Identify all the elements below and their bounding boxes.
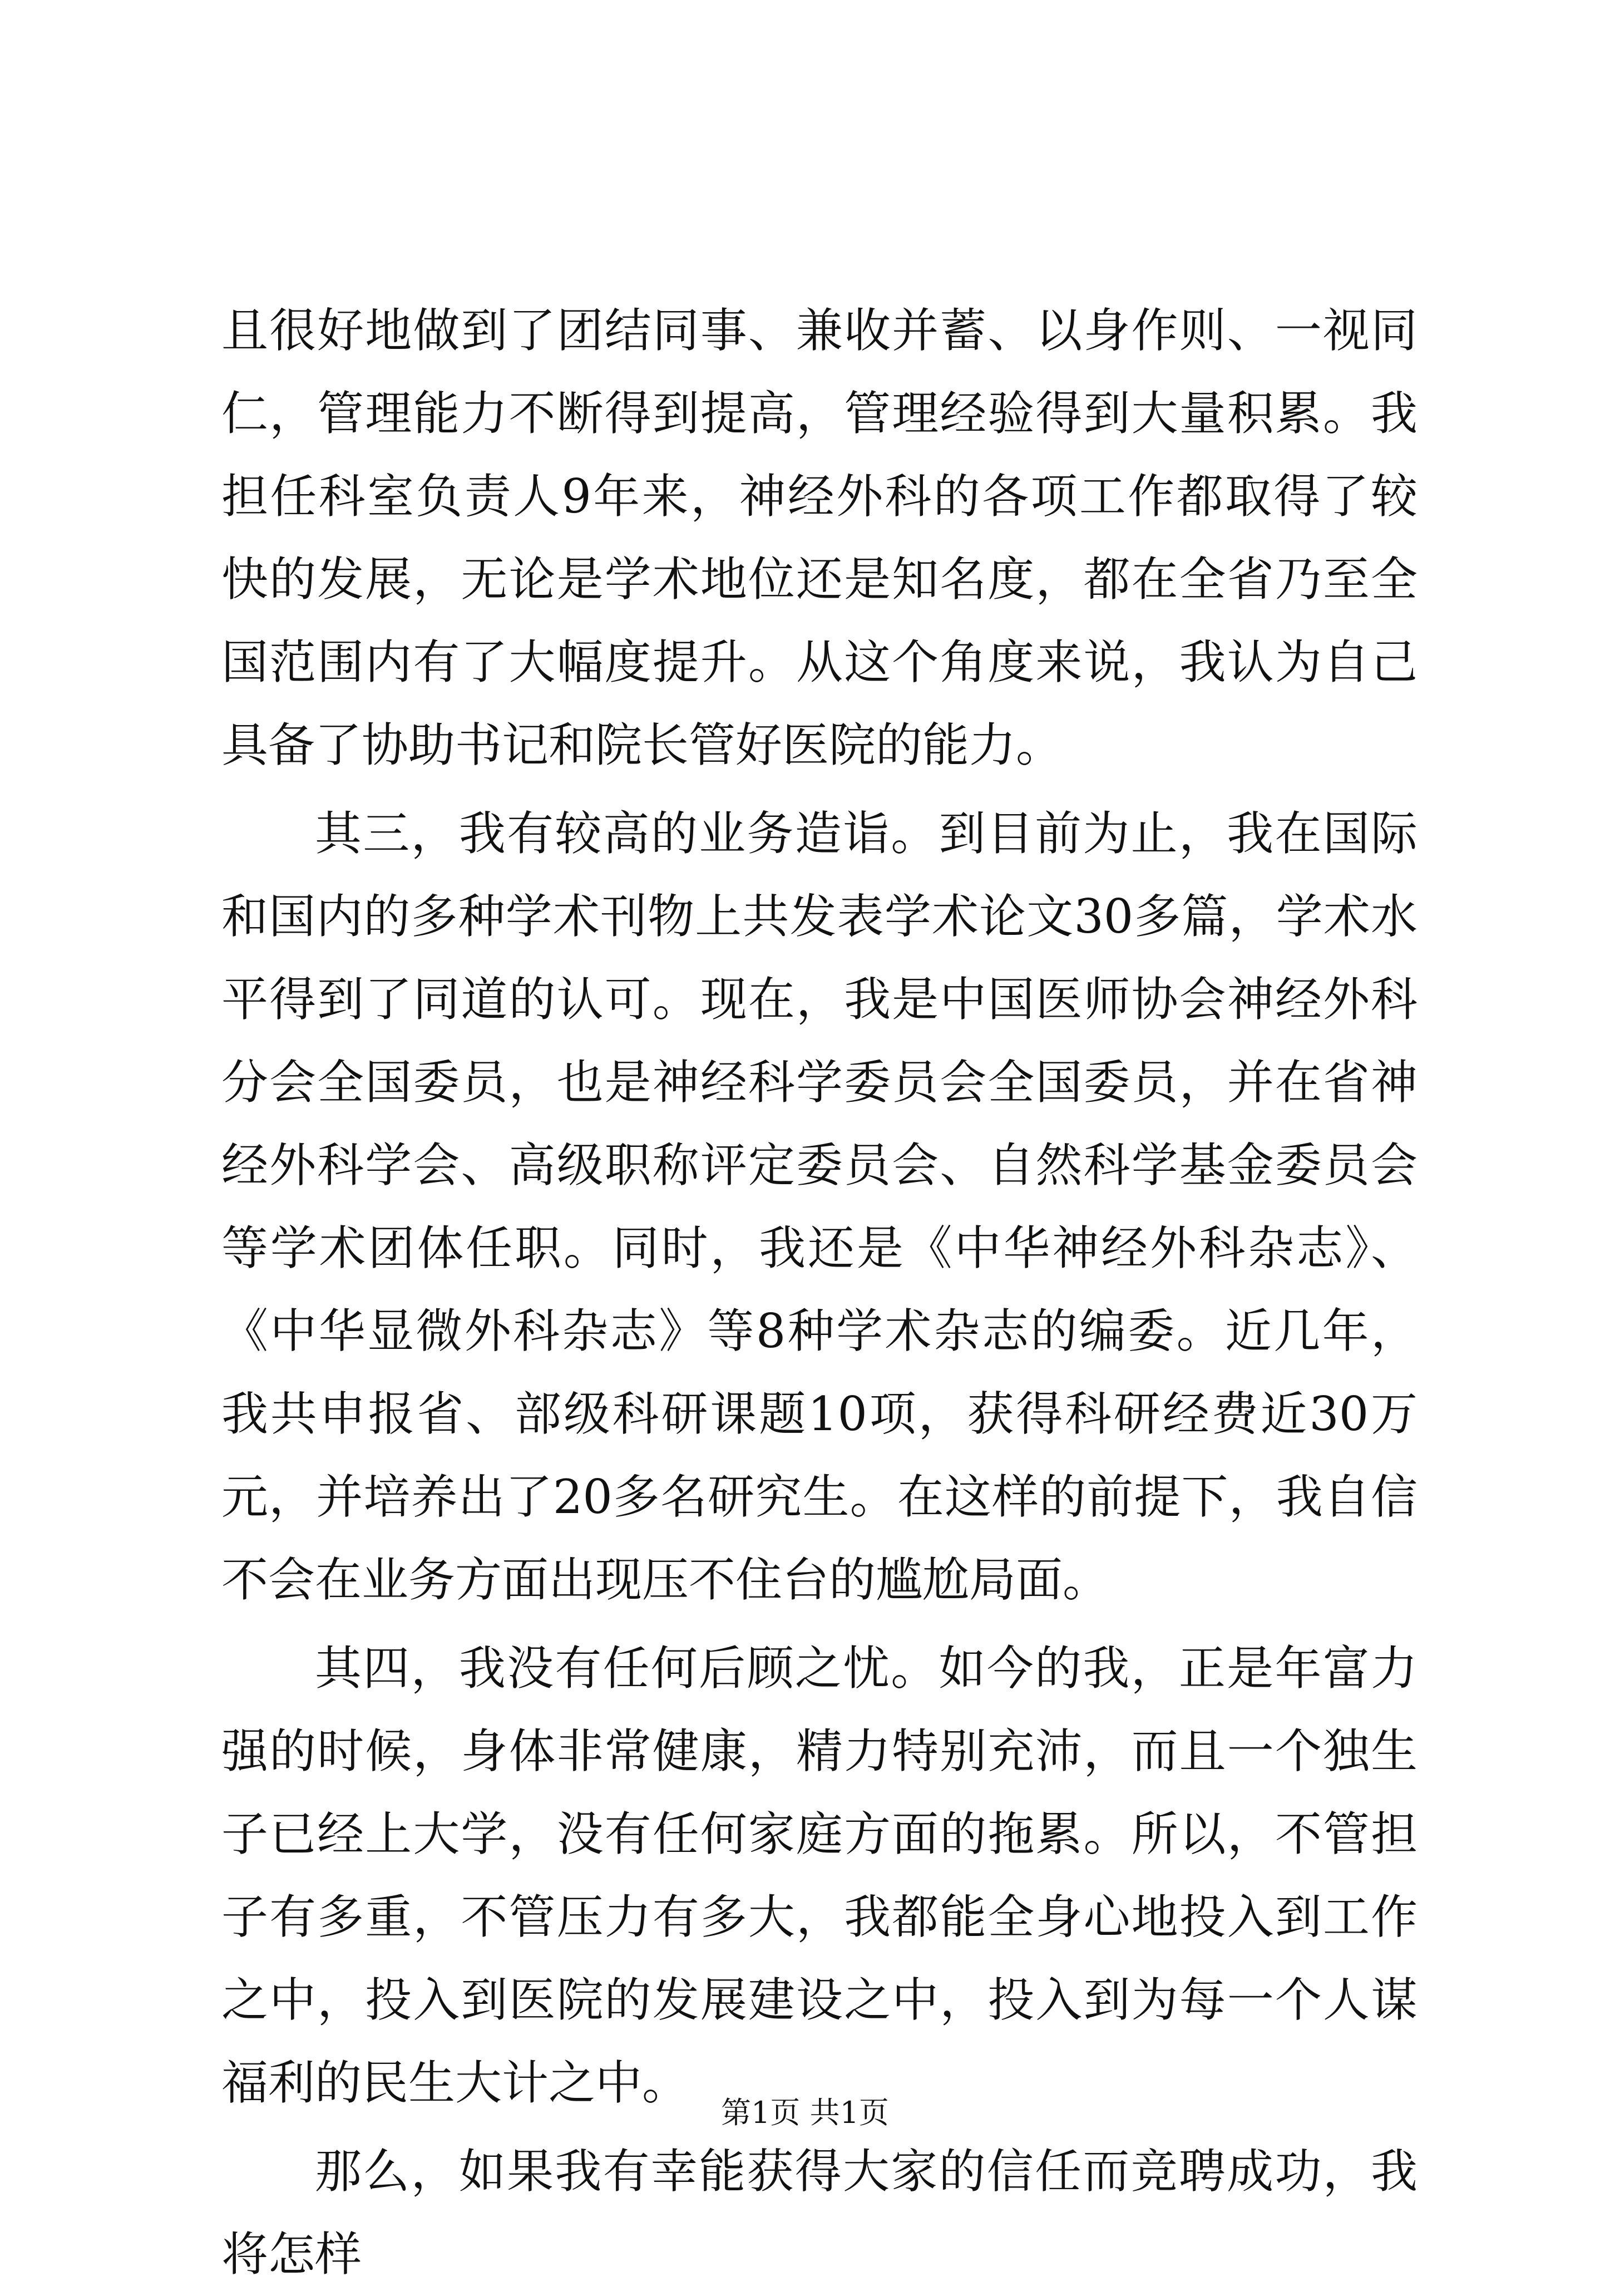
page-number-footer: 第1页 共1页 <box>721 2095 889 2130</box>
paragraph-1: 且很好地做到了团结同事、兼收并蓄、以身作则、一视同仁，管理能力不断得到提高，管理经验得到大量积累。我担任科室负责人9年来，神经外科的各项工作都取得了较快的发展，无论是学术地位还是知名度，都在全省乃至全国范围内有了大幅度提升。从这个角度来说，我认为自己具备了协助书记和院长管好医院的能力。 <box>221 303 1418 772</box>
paragraph-2: 其三，我有较高的业务造诣。到目前为止，我在国际和国内的多种学术刊物上共发表学术论文30多篇，学术水平得到了同道的认可。现在，我是中国医师协会神经外科分会全国委员，也是神经科学委员会全国委员，并在省神经外科学会、高级职称评定委员会、自然科学基金委员会等学术团体任职。同时，我还是《中华神经外科杂志》、《中华显微外科杂志》等8种学术杂志的编委。近几年，我共申报省、部级科研课题10项，获得科研经费近30万元，并培养出了20多名研究生。在这样的前提下，我自信不会在业务方面出现压不住台的尴尬局面。 <box>221 806 1418 1607</box>
paragraph-3: 其四，我没有任何后顾之忧。如今的我，正是年富力强的时候，身体非常健康，精力特别充沛，而且一个独生子已经上大学，没有任何家庭方面的拖累。所以，不管担子有多重，不管压力有多大，我都能全身心地投入到工作之中，投入到医院的发展建设之中，投入到为每一个人谋福利的民生大计之中。 <box>221 1641 1418 2110</box>
document-body <box>221 289 1418 2296</box>
paragraph-4: 那么，如果我有幸能获得大家的信任而竞聘成功，我将怎样 <box>221 2144 1418 2282</box>
